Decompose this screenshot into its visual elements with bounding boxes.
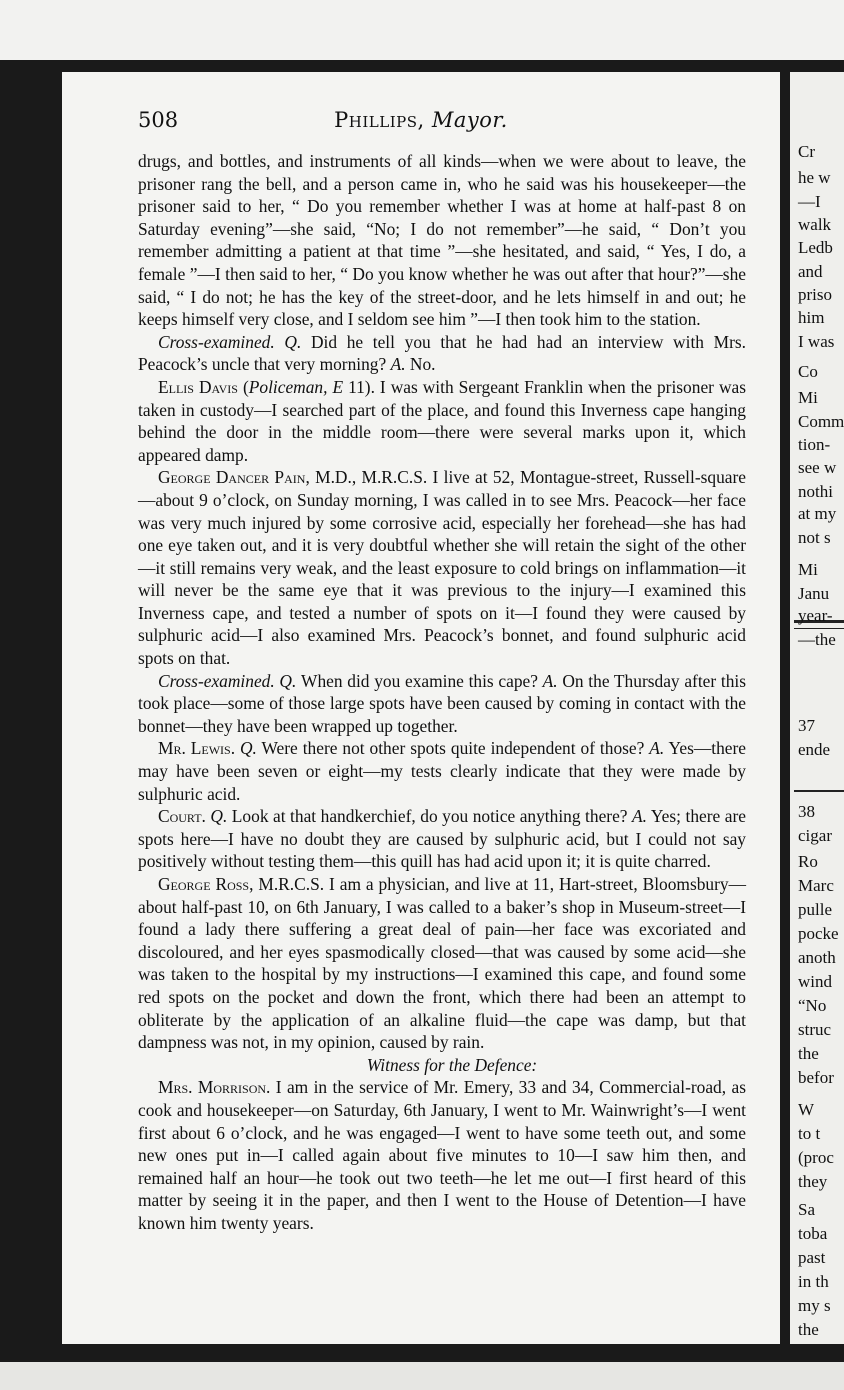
running-head [62,108,780,132]
text-run: Did he tell you that he had had an interview with Mrs. Peacock’s uncle that very morning? [138,331,746,375]
text-run: Yes; there are spots here—I have no doubt they are caused by sulphuric acid, but I could not say positively without testing them—this quill has had acid upon it; it is quite charred. [138,806,746,872]
facing-page-line: ende [798,740,831,759]
facing-page-line: —the [798,630,836,649]
facing-page-line: see w [798,458,837,477]
facing-page-rule [794,628,844,629]
text-run: Q. [210,806,228,827]
facing-page-line: 37 [798,716,815,735]
facing-page-line: Ledb [798,238,833,257]
text-run: Court [158,806,202,827]
paragraph [138,150,746,331]
text-run: George Dancer Pain [158,467,306,488]
facing-page-line: the [798,1044,819,1063]
text-run: Ellis Davis [158,376,238,397]
facing-page-line: (proc [798,1148,834,1167]
page-number: 508 [138,108,179,132]
text-run: A. [632,806,648,827]
facing-page-line: W [798,1100,815,1119]
facing-page-line: tion- [798,435,831,454]
text-run: No. [405,354,436,375]
facing-page-line: at my [798,504,837,523]
text-run: Look at that handkerchief, do you notice anything there? [227,806,633,827]
scan-bottom-margin [0,1362,844,1390]
facing-page-line: “No [798,996,827,1015]
facing-page-line: and [798,262,823,281]
text-run: A. [542,670,558,691]
facing-page-line: struc [798,1020,832,1039]
text-run: 11). I was with Sergeant Franklin when the prisoner was taken in custody—I searched part of the place, and found this Inverness cape hanging behind the door in the middle room—there were several marks upon it, which appeared damp. [138,376,746,465]
paragraph [138,331,746,376]
facing-page-line: walk [798,215,832,234]
facing-page-line: wind [798,972,832,991]
text-run: A. [390,354,406,375]
text-run: Q. [274,331,311,352]
page-header [62,108,780,134]
text-run: George Ross [158,874,250,894]
text-run: When did you examine this cape? [301,670,543,691]
book-page [62,72,780,1344]
paragraph [138,1076,746,1234]
facing-page-line: past [798,1248,826,1267]
text-run: . [230,738,240,759]
facing-page-line: I was [798,332,835,351]
text-run: Witness for the Defence: [366,1054,538,1075]
facing-page-line: Mi [798,560,818,579]
text-run: , M.R.C.S. I am a physician, and live at 11, Hart-street, Bloomsbury—about half-past 10, on 6th January, I was called to a baker’s shop in Museum-street—I found a lady there suffering a great deal of pain—her face was excoriated and discoloured, and her eyes spasmodically closed—that was caused by some acid—she was taken to the hospital by my instructions—I examined this cape, and found some red spots on the pocket and down the front, which there had been an attempt to obliterate by the application of an alkaline fluid—the cape was damp, but that dampness was not, in my opinion, caused by rain. [138,874,746,1053]
text-run: Q. [239,738,257,759]
facing-page-fragment [790,72,844,1344]
facing-page-line: Janu [798,584,830,603]
facing-page-line: Cr [798,142,815,161]
facing-page-line: priso [798,285,832,304]
section-heading [138,1054,746,1077]
text-run: On the Thursday after this took place—some of those large spots have been caused by coming in contact with the bonnet—they have been wrapped up together. [138,670,746,736]
facing-page-line: Mi [798,388,818,407]
scan-top-margin [0,0,844,60]
running-head-title: Mayor. [431,108,508,132]
facing-page-line: they [798,1172,828,1191]
facing-page-line: —I [798,192,821,211]
text-run: Yes—there may have been seven or eight—my tests clearly indicate that they were made by sulphuric acid. [138,738,746,804]
facing-page-line: not s [798,528,831,547]
facing-page-rule [794,790,844,792]
text-run: Cross-examined. [158,670,275,691]
facing-page-line: in th [798,1272,829,1291]
text-run: A. [649,738,665,759]
facing-page-line: nothi [798,482,833,501]
facing-page-line: cigar [798,826,832,845]
running-head-name: Phillips, [334,108,425,132]
paragraph [138,376,746,466]
facing-page-line: Comm [798,412,844,431]
paragraph [138,737,746,805]
text-run: Mr. Lewis [158,738,231,759]
facing-page-line: to t [798,1124,821,1143]
paragraph [138,805,746,873]
facing-page-line: Marc [798,876,834,895]
facing-page-line: Ro [798,852,818,871]
body-text [138,150,746,1235]
facing-page-line: the [798,1320,819,1339]
facing-page-line: Co [798,362,818,381]
text-run: Cross-examined. [158,331,275,352]
paragraph [138,873,746,1054]
text-run: . I am in the service of Mr. Emery, 33 and 34, Commercial-road, as cook and housekeeper—on Saturday, 6th January, I went to Mr. Wainwright’s—I went first about 6 o’clock, and he was engaged—I went to have some teeth out, and some new ones put in—I called again about five minutes to 10—I saw him then, and remained half an hour—he took out two teeth—he let me out—I first heard of this matter by seeing it in the paper, and then I went to the House of Detention—I have known him twenty years. [138,1077,746,1233]
facing-page-line: toba [798,1224,828,1243]
text-run: . [201,806,211,827]
facing-page-line: year- [798,606,833,625]
facing-page-line: my s [798,1296,831,1315]
text-run: , M.D., M.R.C.S. I live at 52, Montague-street, Russell-square—about 9 o’clock, on Sunday morning, I was called in to see Mrs. Peacock—her face was very much injured by some corrosive acid, especially her forehead—she has had one eye taken out, and it is very doubtful whether she will retain the sight of the other—it still remains very weak, and the least exposure to cold brings on inflammation—it will never be the same eye that it was previous to the injury—I examined this Inverness cape, and tested a number of spots on it—I found they were caused by sulphuric acid—I also examined Mrs. Peacock’s bonnet, and found sulphuric acid spots on that. [138,467,747,669]
paragraph [138,670,746,738]
facing-page-line: him [798,308,825,327]
paragraph [138,466,746,669]
facing-page-line: pulle [798,900,832,919]
text-run: drugs, and bottles, and instruments of all kinds—when we were about to leave, the prisoner rang the bell, and a person came in, who he said was his housekeeper—the prisoner said to her, “ Do you remember whether I was at home at half-past 8 on Saturday evening”—she said, “No; I do not remember”—he said, “ Don’t you remember admitting a patient at that time ”—she hesitated, and said, “ Yes, I do, a female ”—I then said to her, “ Do you know whether he was out after that hour?”—she said, “ I do not; he has the key of the street-door, and he lets himself in and out; he keeps himself very close, and I seldom see him ”—I then took him to the station. [138,151,746,330]
facing-page-line: befor [798,1068,834,1087]
text-run: Mrs. Morrison [158,1077,267,1098]
facing-page-line: 38 [798,802,815,821]
facing-page-line: he w [798,168,831,187]
text-run: Policeman, E [248,376,344,397]
text-run: ( [237,376,249,397]
facing-page-line: pocke [798,924,839,943]
facing-page-line: Sa [798,1200,815,1219]
text-run: Were there not other spots quite independent of those? [256,738,650,759]
facing-page-line: anoth [798,948,836,967]
text-run: Q. [274,670,302,691]
